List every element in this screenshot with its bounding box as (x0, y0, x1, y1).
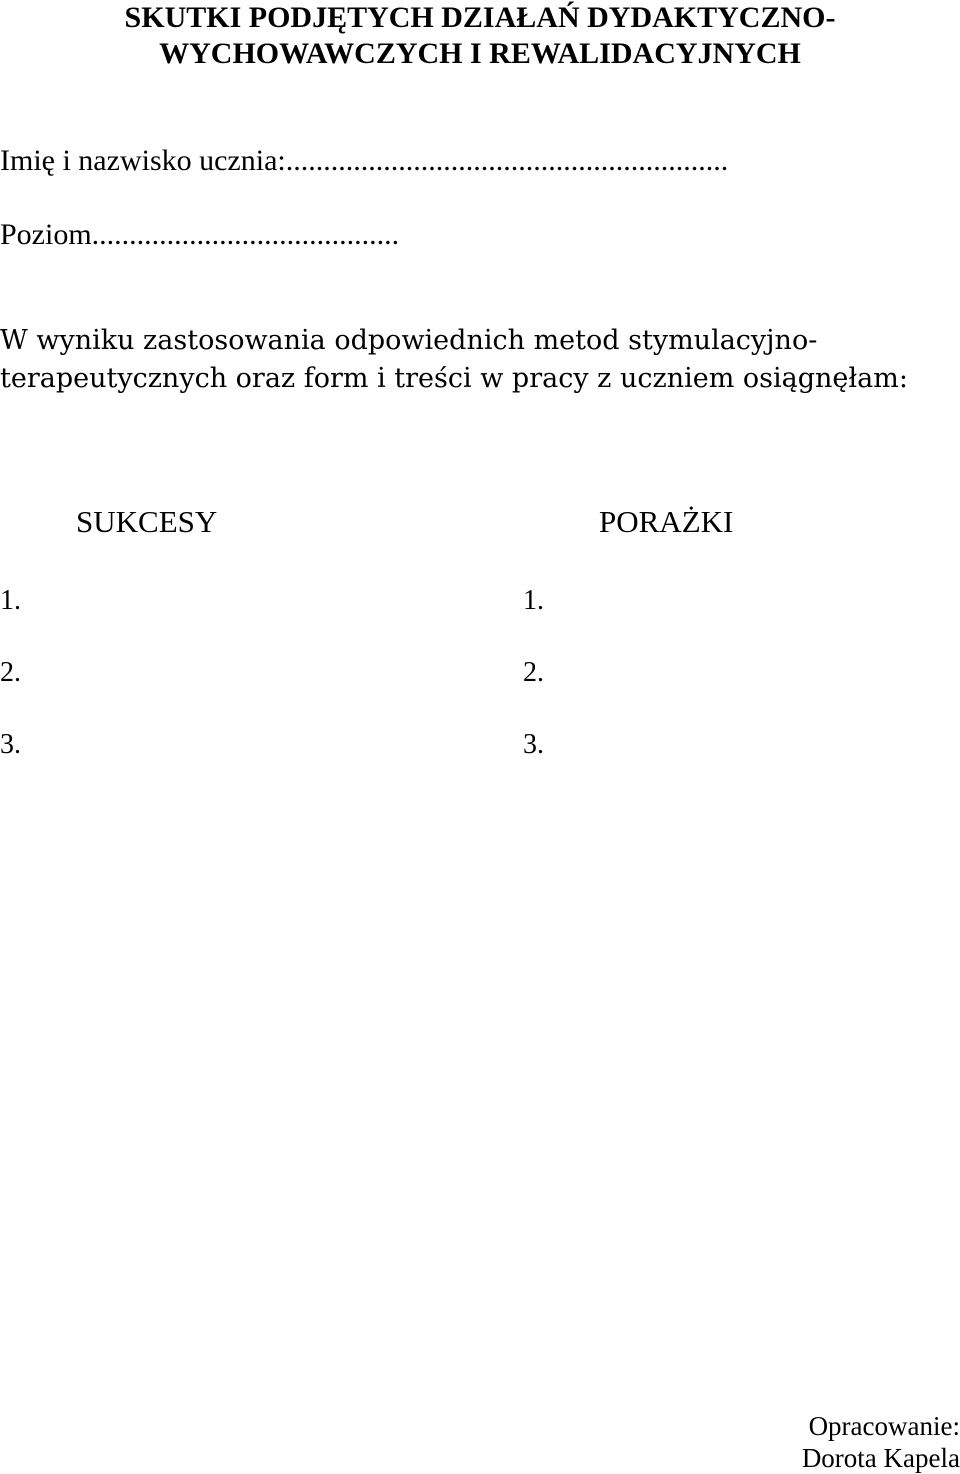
author-credit-label: Opracowanie: (808, 1411, 960, 1441)
failures-item-3: 3. (523, 729, 544, 760)
intro-line-1: W wyniku zastosowania odpowiednich metod stymulacyjno- (0, 325, 818, 356)
successes-item-1: 1. (0, 585, 21, 616)
level-field: Poziom......................................... (0, 218, 400, 251)
successes-item-2: 2. (0, 657, 21, 688)
intro-paragraph (0, 322, 960, 398)
author-credit (802, 1410, 960, 1474)
author-name: Dorota Kapela (801, 1443, 960, 1473)
failures-heading: PORAŻKI (599, 504, 734, 539)
failures-item-1: 1. (523, 585, 544, 616)
title-line-2: WYCHOWAWCZYCH I REWALIDACYJNYCH (159, 37, 801, 70)
successes-item-3: 3. (0, 729, 21, 760)
successes-heading: SUKCESY (76, 504, 218, 539)
failures-item-2: 2. (523, 657, 544, 688)
title-line-1: SKUTKI PODJĘTYCH DZIAŁAŃ DYDAKTYCZNO- (124, 1, 836, 34)
document-title (0, 0, 960, 72)
intro-line-2: terapeutycznych oraz form i treści w pracy z uczniem osiągnęłam: (0, 363, 908, 394)
student-name-field: Imię i nazwisko ucznia:........................................................... (0, 144, 729, 177)
